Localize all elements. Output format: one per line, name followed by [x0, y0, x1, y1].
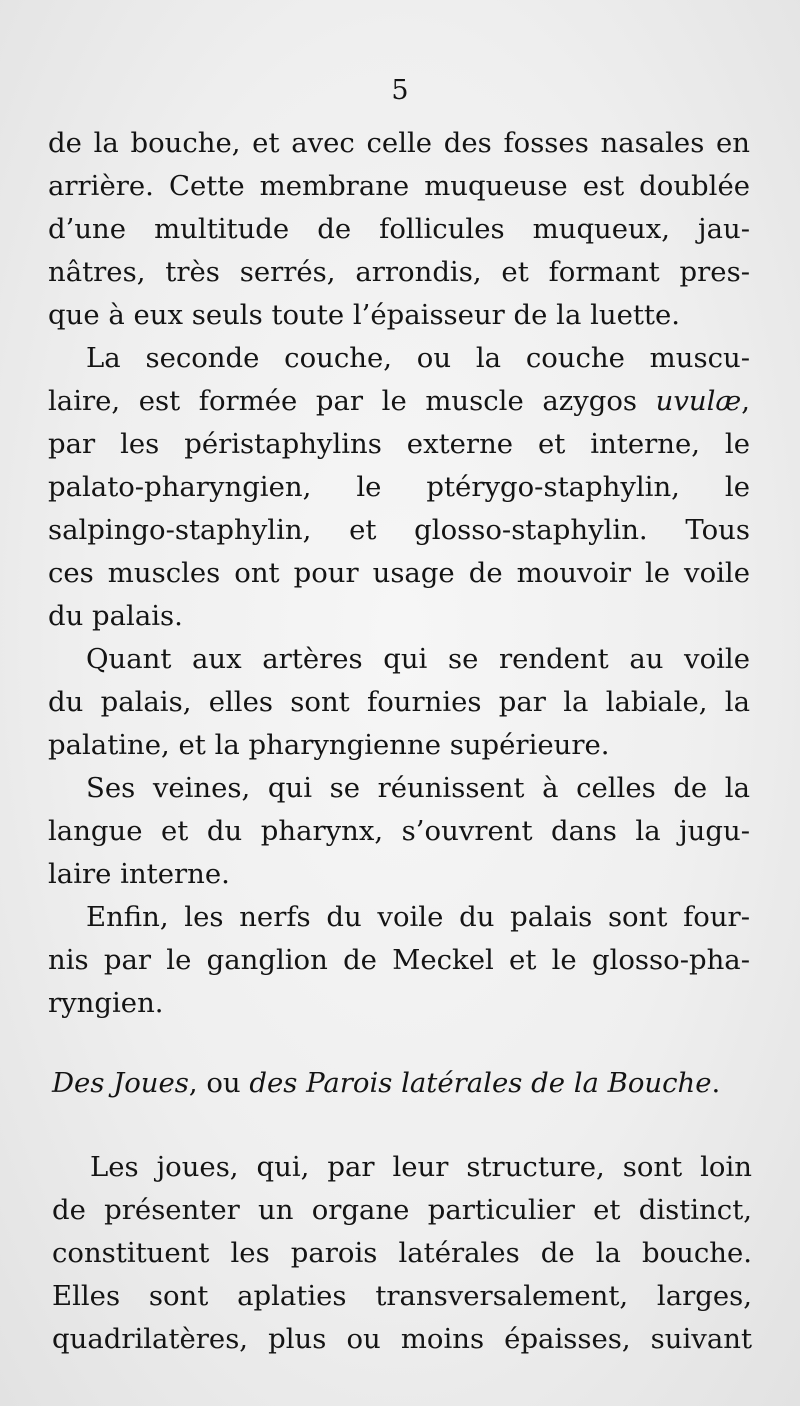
text-line: constituent les parois latérales de la bouche.: [52, 1237, 752, 1269]
text-line: que à eux seuls toute l’épaisseur de la luette.: [48, 299, 680, 331]
text-line: d’une multitude de follicules muqueux, jau-: [48, 213, 750, 245]
heading-italic: Des Joues: [52, 1067, 189, 1099]
text-line: nis par le ganglion de Meckel et le glosso-pha-: [48, 944, 750, 976]
text-line: quadrilatères, plus ou moins épaisses, suivant: [52, 1323, 752, 1355]
section-heading: [52, 1060, 752, 1106]
body-text: [48, 122, 750, 1025]
text-segment: ,: [741, 385, 750, 417]
heading-plain: .: [711, 1067, 721, 1099]
text-line: Quant aux artères qui se rendent au voile: [86, 643, 750, 675]
text-line: [48, 380, 750, 423]
text-line: palatine, et la pharyngienne supérieure.: [48, 729, 610, 761]
text-line: palato-pharyngien, le ptérygo-staphylin, le: [48, 471, 750, 503]
text-line: Elles sont aplaties transversalement, larges,: [52, 1280, 752, 1312]
text-segment: laire, est formée par le muscle azygos: [48, 385, 656, 417]
text-line: de la bouche, et avec celle des fosses nasales en: [48, 127, 750, 159]
text-line: Enfin, les nerfs du voile du palais sont four-: [86, 901, 750, 933]
text-line: langue et du pharynx, s’ouvrent dans la jugu-: [48, 815, 750, 847]
text-line: nâtres, très serrés, arrondis, et formant pres-: [48, 256, 750, 288]
text-line: de présenter un organe particulier et distinct,: [52, 1194, 752, 1226]
text-line: laire interne.: [48, 858, 230, 890]
body-text-section: [52, 1146, 752, 1361]
text-line: du palais, elles sont fournies par la labiale, la: [48, 686, 750, 718]
heading-italic: des Parois latérales de la Bouche: [249, 1067, 712, 1099]
text-line: du palais.: [48, 600, 183, 632]
italic-term: uvulæ: [655, 385, 742, 417]
text-line: La seconde couche, ou la couche muscu-: [86, 342, 750, 374]
text-line: Les joues, qui, par leur structure, sont loin: [90, 1151, 752, 1183]
text-line: par les péristaphylins externe et interne, le: [48, 428, 750, 460]
text-line: Ses veines, qui se réunissent à celles de la: [86, 772, 750, 804]
page-number: 5: [391, 75, 409, 106]
text-line: arrière. Cette membrane muqueuse est doublée: [48, 170, 750, 202]
text-line: ces muscles ont pour usage de mouvoir le voile: [48, 557, 750, 589]
text-line: ryngien.: [48, 987, 164, 1019]
text-line: salpingo-staphylin, et glosso-staphylin. Tous: [48, 514, 750, 546]
heading-plain: , ou: [188, 1067, 250, 1099]
